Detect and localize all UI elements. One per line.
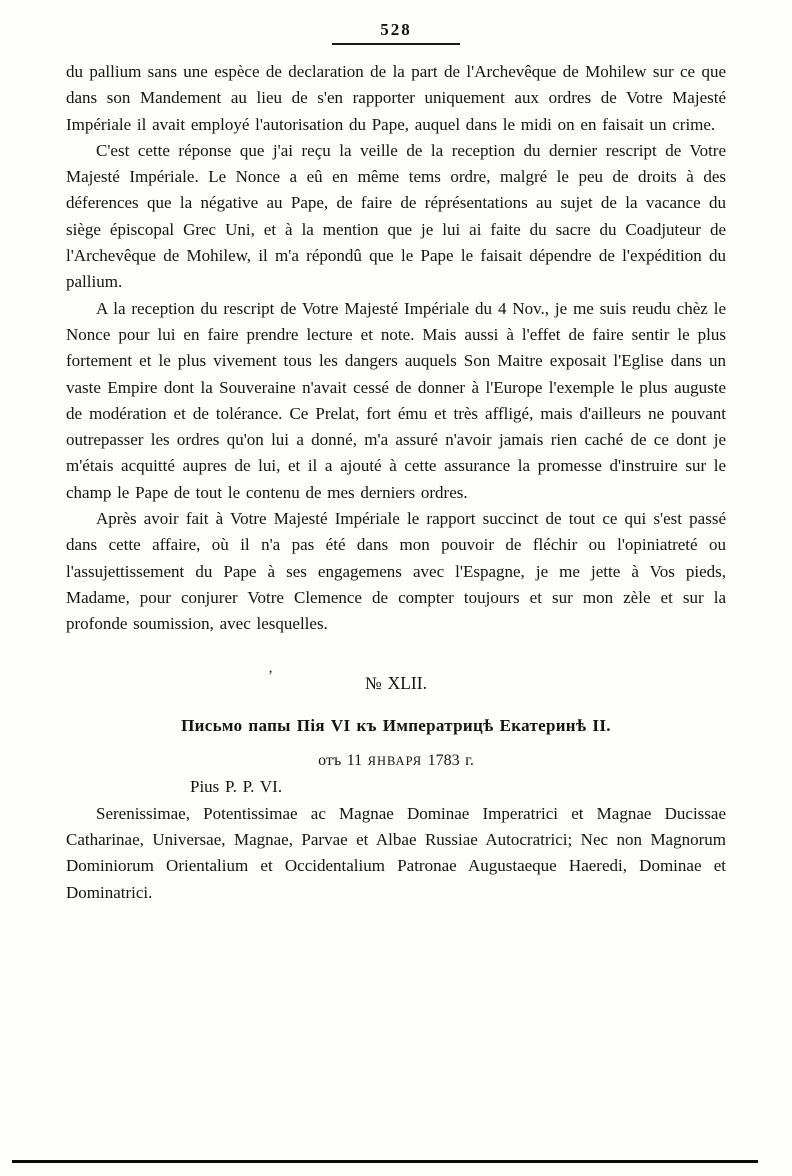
scan-edge-line bbox=[12, 1160, 758, 1163]
letter-number-text: № XLII. bbox=[365, 672, 427, 693]
letter-title: Письмо папы Пія VI къ Императрицѣ Екатеринѣ II. bbox=[181, 715, 611, 735]
letter-number-heading bbox=[66, 667, 726, 696]
body-paragraph: du pallium sans une espèce de declaration de la part de l'Archevêque de Mohilew sur ce que dans son Mandement au lieu de s'en rapporter uniquement aux ordres de Votre Majesté Impériale il avait employé l'autorisation du Pape, auquel dans le midi on en faisait un crime. bbox=[66, 62, 726, 134]
letter-salutation: Pius P. P. VI. bbox=[190, 777, 283, 797]
page-header bbox=[0, 0, 792, 45]
letter-date-prefix: отъ 11 bbox=[318, 752, 368, 770]
letter-date-line bbox=[66, 748, 726, 774]
body-paragraph: A la reception du rescript de Votre Majesté Impériale du 4 Nov., je me suis reudu chèz le Nonce pour lui en faire prendre lecture et note. Mais aussi à l'effet de faire sentir le plus fortement et le plus vivement tous les dangers auquels Son Maitre exposait l'Eglise dans un vaste Empire dont la Souveraine n'avait cessé de donner à l'Europe l'exemple le plus auguste de modération et de tolérance. Ce Prelat, fort ému et très affligé, mais d'ailleurs ne pouvant outrepasser les ordres qu'on lui a donné, m'a assuré n'avoir jamais rien caché de ce dont je m'étais acquitté aupres de lui, et il a ajouté à cette assurance la promesse d'instruire sur le champ le Pape de tout le contenu de mes derniers ordres. bbox=[66, 298, 726, 502]
body-paragraph: Après avoir fait à Votre Majesté Impériale le rapport succinct de tout ce qui s'est passé dans cette affaire, où il n'a pas été dans mon pouvoir de fléchir ou l'opiniatreté ou l'assujettissement du Pape à ses engagemens avec l'Espagne, je me jette à Vos pieds, Madame, pour conjurer Votre Clemence de compter toujours et sur mon zèle et sur la profonde soumission, avec lesquelles. bbox=[66, 509, 726, 634]
letter-date-suffix: 1783 г. bbox=[422, 752, 474, 770]
body-paragraph: C'est cette réponse que j'ai reçu la veille de la reception du dernier rescript de Votre Majesté Impériale. Le Nonce a eû en même tems ordre, malgré le peu de droits à des déferences que la négative au Pape, de faire de réprésentations au sujet de la vacance du siège épiscopal Grec Uni, et à la mention que je lui ai faite du sacre du Coadjuteur de l'Archevêque de Mohilew, il m'a répondû que le Pape le faisait dépendre de l'expédition du pallium. bbox=[66, 140, 726, 292]
page-number: 528 bbox=[380, 20, 412, 39]
body-paragraph: Serenissimae, Potentissimae ac Magnae Dominae Imperatrici et Magnae Ducissae Catharinae, Universae, Magnae, Parvae et Albae Russiae Autocratrici; Nec non Magnorum Dominiorum Orientalium et Occidentalium Patronae Augustaeque Haeredi, Dominae et Dominatrici. bbox=[66, 803, 726, 902]
letter-date-month: ЯНВАРЯ bbox=[367, 754, 423, 769]
stray-ink-mark: ’ bbox=[268, 667, 273, 684]
page-body bbox=[0, 45, 792, 906]
